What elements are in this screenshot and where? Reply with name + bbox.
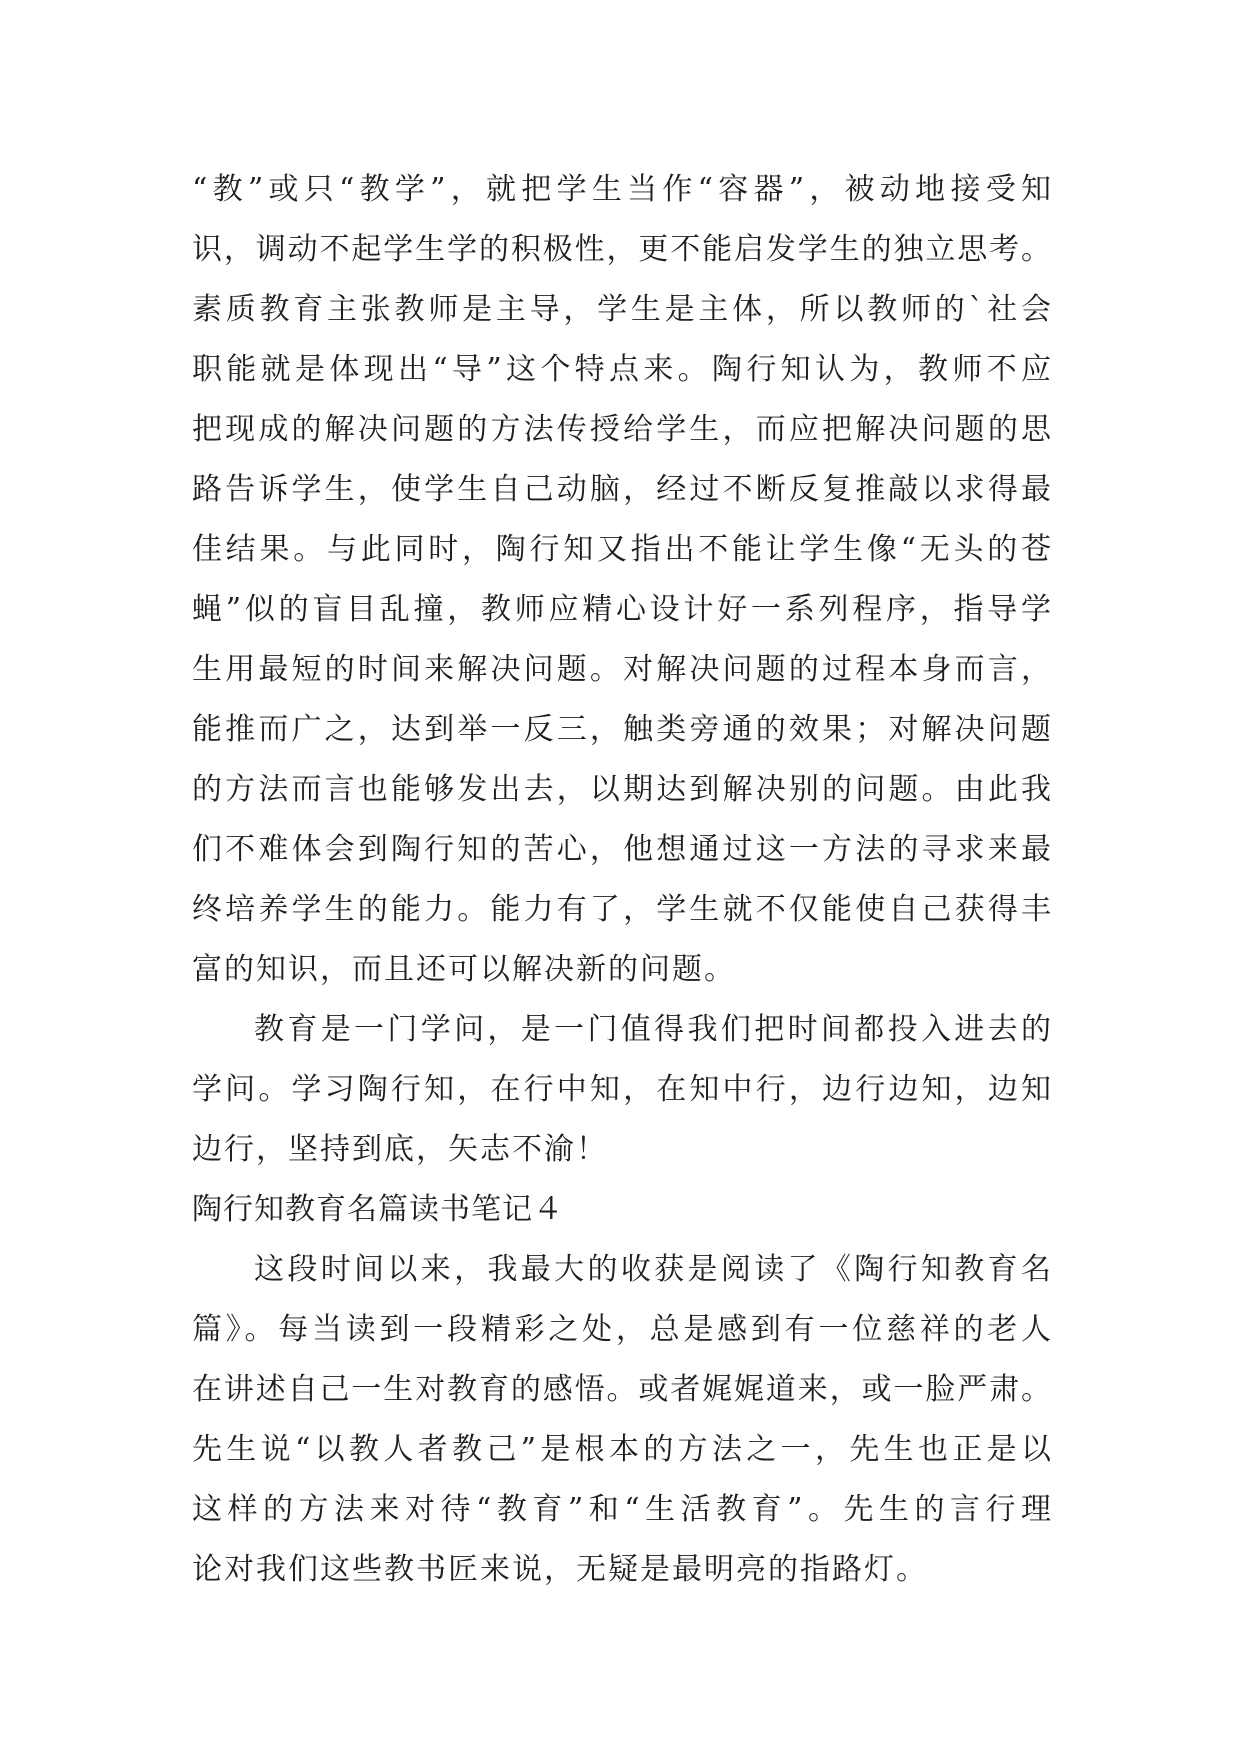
text-line: 终培养学生的能力。能力有了，学生就不仅能使自己获得丰 xyxy=(192,892,1052,927)
text-line: 能推而广之，达到举一反三，触类旁通的效果；对解决问题 xyxy=(192,712,1052,747)
text-line: 论对我们这些教书匠来说，无疑是最明亮的指路灯。 xyxy=(192,1552,928,1587)
document-body xyxy=(192,160,1052,1600)
text-line: 在讲述自己一生对教育的感悟。或者娓娓道来，或一脸严肃。 xyxy=(192,1372,1052,1407)
text-line: 这样的方法来对待“教育”和“生活教育”。先生的言行理 xyxy=(192,1492,1052,1527)
text-line: 学问。学习陶行知，在行中知，在知中行，边行边知，边知 xyxy=(192,1072,1052,1107)
text-line: 素质教育主张教师是主导，学生是主体，所以教师的`社会 xyxy=(192,292,1052,327)
text-line: 生用最短的时间来解决问题。对解决问题的过程本身而言， xyxy=(192,652,1052,687)
text-line: 佳结果。与此同时，陶行知又指出不能让学生像“无头的苍 xyxy=(192,532,1052,567)
paragraph-conclusion xyxy=(192,1000,1052,1180)
text-line: 教育是一门学问，是一门值得我们把时间都投入进去的 xyxy=(254,1012,1052,1047)
text-line: 边行，坚持到底，矢志不渝！ xyxy=(192,1132,608,1167)
text-line: 蝇”似的盲目乱撞，教师应精心设计好一系列程序，指导学 xyxy=(192,592,1052,627)
section-heading: 陶行知教育名篇读书笔记４ xyxy=(192,1192,564,1227)
text-line: 的方法而言也能够发出去，以期达到解决别的问题。由此我 xyxy=(192,772,1052,807)
text-line: 这段时间以来，我最大的收获是阅读了《陶行知教育名 xyxy=(254,1252,1052,1287)
text-line: 富的知识，而且还可以解决新的问题。 xyxy=(192,952,736,987)
text-line: 识，调动不起学生学的积极性，更不能启发学生的独立思考。 xyxy=(192,232,1052,267)
text-line: 把现成的解决问题的方法传授给学生，而应把解决问题的思 xyxy=(192,412,1052,447)
text-line: 路告诉学生，使学生自己动脑，经过不断反复推敲以求得最 xyxy=(192,472,1052,507)
paragraph-continued xyxy=(192,160,1052,1000)
text-line: 们不难体会到陶行知的苦心，他想通过这一方法的寻求来最 xyxy=(192,832,1052,867)
text-line: 职能就是体现出“导”这个特点来。陶行知认为，教师不应 xyxy=(192,352,1052,387)
text-line: 篇》。每当读到一段精彩之处，总是感到有一位慈祥的老人 xyxy=(192,1312,1052,1347)
text-line: 先生说“以教人者教己”是根本的方法之一，先生也正是以 xyxy=(192,1432,1052,1467)
paragraph-intro xyxy=(192,1240,1052,1600)
text-line: “教”或只“教学”，就把学生当作“容器”，被动地接受知 xyxy=(192,172,1052,207)
